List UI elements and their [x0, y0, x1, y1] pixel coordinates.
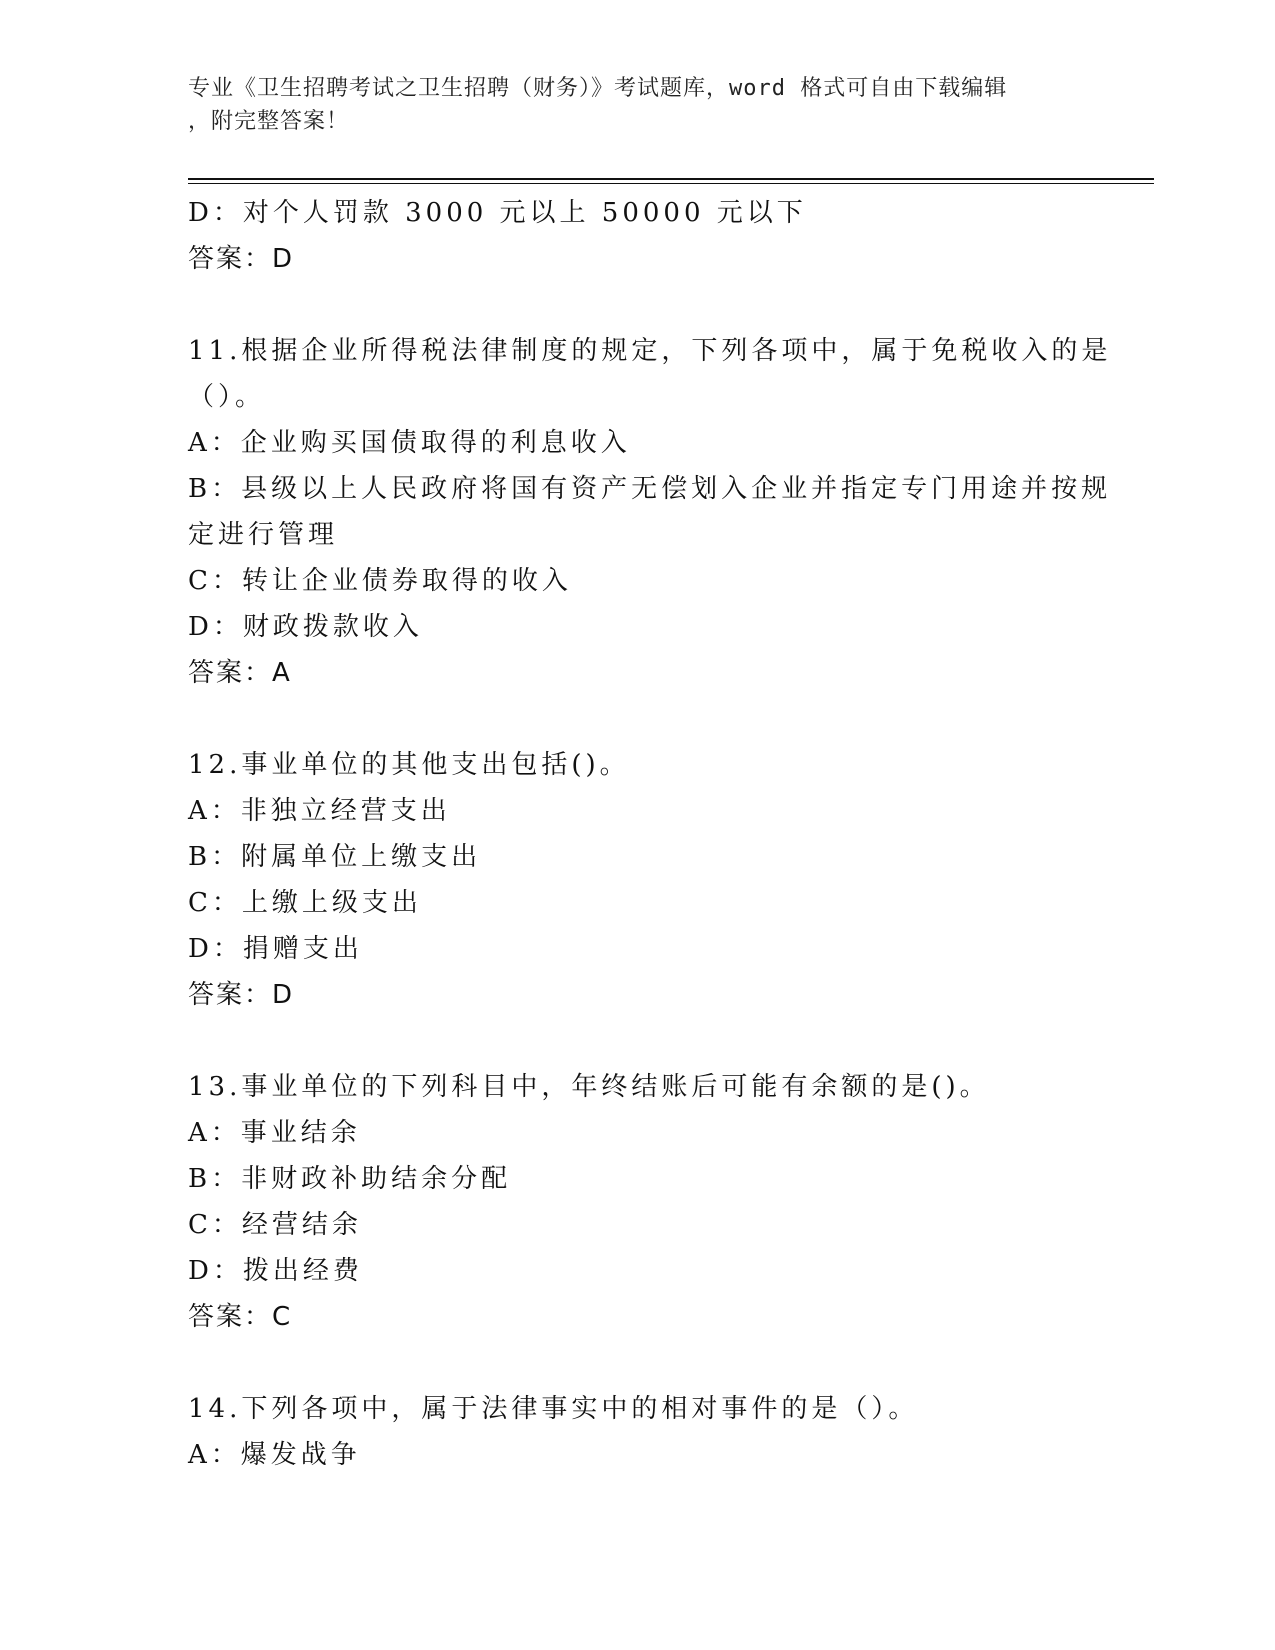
header-divider-thick — [188, 178, 1154, 180]
option-d: D：拨出经费 — [188, 1256, 363, 1286]
answer: 答案：A — [188, 658, 292, 688]
question-11 — [188, 328, 1148, 696]
question-13 — [188, 1064, 1148, 1340]
question-stem: 11.根据企业所得税法律制度的规定，下列各项中，属于免税收入的是 — [188, 336, 1112, 366]
question-12 — [188, 742, 1148, 1018]
option-a: A：爆发战争 — [188, 1440, 361, 1470]
option-a: A：事业结余 — [188, 1118, 361, 1148]
question-stem-cont: （）。 — [188, 382, 266, 412]
option-b: B：县级以上人民政府将国有资产无偿划入企业并指定专门用途并按规 — [188, 474, 1112, 504]
option-d: D：财政拨款收入 — [188, 612, 423, 642]
option-c: C：经营结余 — [188, 1210, 362, 1240]
question-list — [188, 190, 1148, 1478]
header-divider-thin — [188, 183, 1154, 184]
prev-option-d: D：对个人罚款 3000 元以上 50000 元以下 — [188, 198, 807, 228]
option-a: A：企业购买国债取得的利息收入 — [188, 428, 631, 458]
question-stem: 14.下列各项中，属于法律事实中的相对事件的是（）。 — [188, 1394, 919, 1424]
question-stem: 12.事业单位的其他支出包括()。 — [188, 750, 630, 780]
document-header — [188, 72, 1088, 138]
question-14 — [188, 1386, 1148, 1478]
option-b: B：附属单位上缴支出 — [188, 842, 482, 872]
header-title-line2: ，附完整答案！ — [188, 109, 350, 134]
header-title-line1: 专业《卫生招聘考试之卫生招聘（财务）》考试题库，word 格式可自由下载编辑 — [188, 76, 1008, 101]
option-b-cont: 定进行管理 — [188, 520, 339, 550]
question-stem: 13.事业单位的下列科目中，年终结账后可能有余额的是()。 — [188, 1072, 990, 1102]
option-b: B：非财政补助结余分配 — [188, 1164, 512, 1194]
option-c: C：上缴上级支出 — [188, 888, 422, 918]
answer: 答案：C — [188, 1302, 293, 1332]
prev-answer: 答案：D — [188, 244, 295, 274]
option-a: A：非独立经营支出 — [188, 796, 451, 826]
option-c: C：转让企业债券取得的收入 — [188, 566, 572, 596]
option-d: D：捐赠支出 — [188, 934, 363, 964]
answer: 答案：D — [188, 980, 295, 1010]
